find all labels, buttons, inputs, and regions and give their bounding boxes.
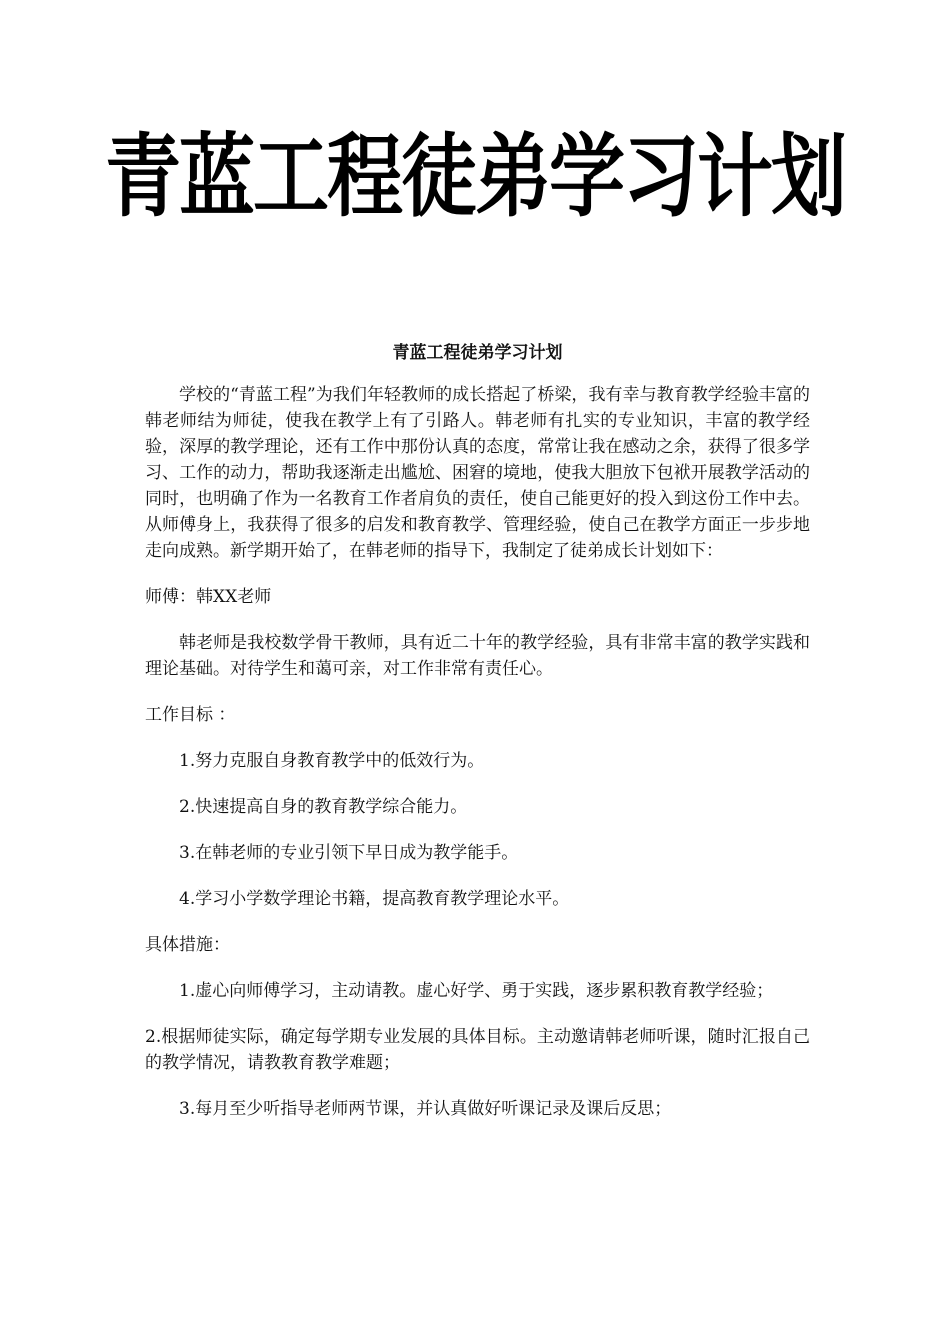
goals-heading: 工作目标 ： xyxy=(145,705,236,725)
goal-item: 2.快速提高自身的教育教学综合能力。 xyxy=(179,797,468,817)
goal-item: 4.学习小学数学理论书籍，提高教育教学理论水平。 xyxy=(179,889,570,909)
measure-item: 2.根据师徒实际，确定每学期专业发展的具体目标。主动邀请韩老师听课，随时汇报自己的教学情况，请教教育教学难题； xyxy=(145,1027,810,1073)
banner-title: 青蓝工程徒弟学习计划 xyxy=(105,123,845,229)
measures-heading: 具体措施： xyxy=(145,935,230,955)
measure-item: 3.每月至少听指导老师两节课，并认真做好听课记录及课后反思； xyxy=(179,1099,672,1119)
document-body xyxy=(145,340,810,1142)
mentor-label: 师傅：韩XX老师 xyxy=(145,587,272,607)
intro-paragraph: 学校的“青蓝工程”为我们年轻教师的成长搭起了桥梁，我有幸与教育教学经验丰富的韩老师结为师徒，使我在教学上有了引路人。韩老师有扎实的专业知识，丰富的教学经验，深厚的教学理论，还有工作中那份认真的态度，常常让我在感动之余，获得了很多学习、工作的动力，帮助我逐渐走出尴尬、困窘的境地，使我大胆放下包袱开展教学活动的同时，也明确了作为一名教育工作者肩负的责任，使自己能更好的投入到这份工作中去。从师傅身上，我获得了很多的启发和教育教学、管理经验，使自己在教学方面正一步步地走向成熟。新学期开始了，在韩老师的指导下，我制定了徒弟成长计划如下： xyxy=(145,385,810,561)
document-title: 青蓝工程徒弟学习计划 xyxy=(392,343,563,363)
goal-item: 1.努力克服自身教育教学中的低效行为。 xyxy=(179,751,485,771)
mentor-description: 韩老师是我校数学骨干教师，具有近二十年的教学经验，具有非常丰富的教学实践和理论基础。对待学生和蔼可亲，对工作非常有责任心。 xyxy=(145,633,810,679)
goal-item: 3.在韩老师的专业引领下早日成为教学能手。 xyxy=(179,843,519,863)
measure-item: 1.虚心向师傅学习，主动请教。虚心好学、勇于实践，逐步累积教育教学经验； xyxy=(179,981,774,1001)
